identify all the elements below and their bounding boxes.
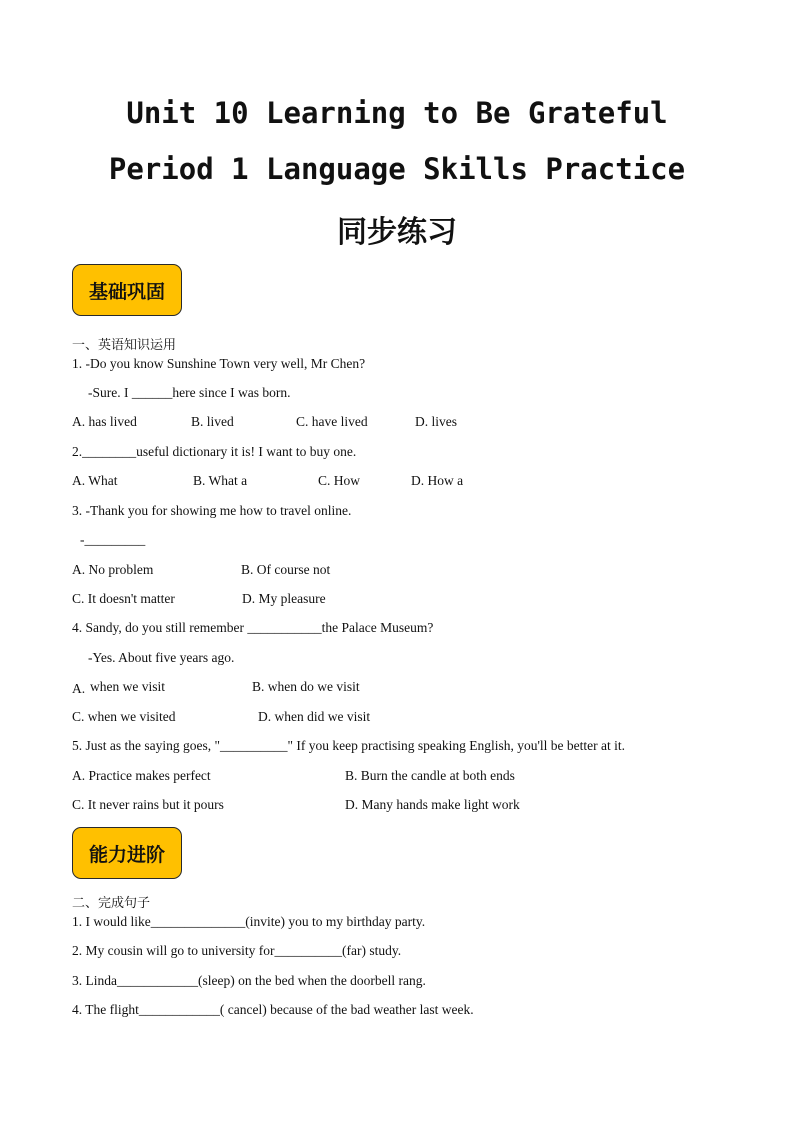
q1-option-c: C. have lived bbox=[296, 414, 368, 429]
q5-option-d: D. Many hands make light work bbox=[345, 797, 520, 812]
sentence-item-4: 4. The flight____________( cancel) because of the bad weather last week. bbox=[72, 1002, 474, 1017]
q3-line2: -_________ bbox=[80, 532, 146, 547]
q4-line1: 4. Sandy, do you still remember ___________the Palace Museum? bbox=[72, 620, 434, 635]
q1-option-b: B. lived bbox=[191, 414, 234, 429]
sentence-item-3: 3. Linda____________(sleep) on the bed when the doorbell rang. bbox=[72, 973, 426, 988]
sentence-item-1: 1. I would like______________(invite) you to my birthday party. bbox=[72, 914, 426, 929]
q1-option-a: A. has lived bbox=[72, 414, 137, 429]
section2-heading: 二、完成句子 bbox=[72, 896, 151, 911]
q2-option-d: D. How a bbox=[411, 473, 464, 488]
section-badge-advanced: 能力进阶 bbox=[72, 827, 182, 879]
q1-line2: -Sure. I ______here since I was born. bbox=[88, 385, 291, 400]
q4-option-a-text: when we visit bbox=[90, 679, 165, 694]
q4-option-d: D. when did we visit bbox=[258, 709, 371, 724]
q5-option-a: A. Practice makes perfect bbox=[72, 768, 211, 783]
q5-option-c: C. It never rains but it pours bbox=[72, 797, 224, 812]
q4-option-b: B. when do we visit bbox=[252, 679, 360, 694]
sentence-item-2: 2. My cousin will go to university for__________(far) study. bbox=[72, 943, 402, 958]
title-period: Period 1 Language Skills Practice bbox=[108, 152, 686, 186]
q2-option-a: A. What bbox=[72, 473, 118, 488]
q3-option-c: C. It doesn't matter bbox=[72, 591, 175, 606]
q3-line1: 3. -Thank you for showing me how to travel online. bbox=[72, 503, 352, 518]
q2-line1: 2.________useful dictionary it is! I want to buy one. bbox=[72, 444, 357, 459]
q3-option-d: D. My pleasure bbox=[242, 591, 326, 606]
section-badge-basic: 基础巩固 bbox=[72, 264, 182, 316]
q3-option-b: B. Of course not bbox=[241, 562, 331, 577]
title-unit: Unit 10 Learning to Be Grateful bbox=[126, 96, 668, 130]
q1-option-d: D. lives bbox=[415, 414, 457, 429]
q4-option-c: C. when we visited bbox=[72, 709, 176, 724]
q4-option-a-letter: A. bbox=[72, 681, 86, 696]
q3-option-a: A. No problem bbox=[72, 562, 154, 577]
q4-line2: -Yes. About five years ago. bbox=[88, 650, 235, 665]
q5-option-b: B. Burn the candle at both ends bbox=[345, 768, 515, 783]
q5-line1: 5. Just as the saying goes, "__________" If you keep practising speaking English, you'll be better at it. bbox=[72, 738, 625, 753]
title-practice: 同步练习 bbox=[337, 215, 457, 250]
q2-option-c: C. How bbox=[318, 473, 361, 488]
q1-line1: 1. -Do you know Sunshine Town very well, Mr Chen? bbox=[72, 356, 366, 371]
q2-option-b: B. What a bbox=[193, 473, 248, 488]
section1-heading: 一、英语知识运用 bbox=[72, 338, 177, 353]
